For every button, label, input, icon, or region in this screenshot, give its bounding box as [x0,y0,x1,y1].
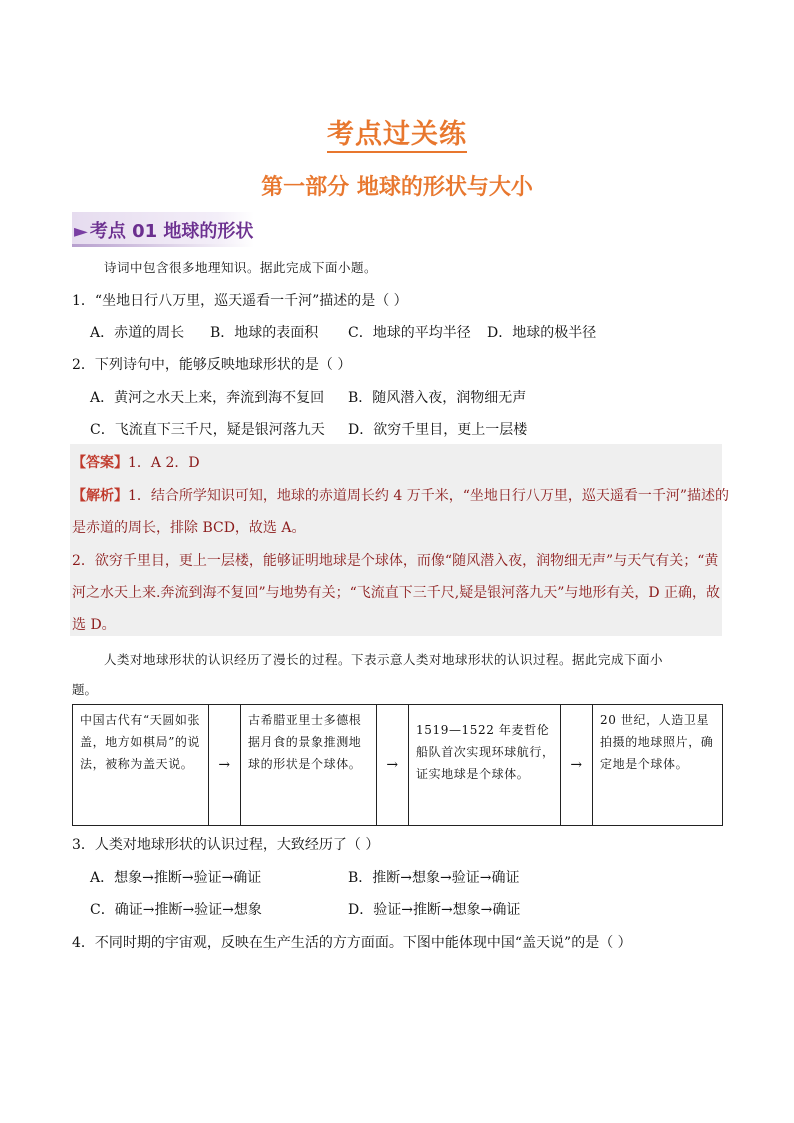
intro-text-1: 诗词中包含很多地理知识。据此完成下面小题。 [104,260,378,275]
question-1-option-c: C．地球的平均半径 [348,325,471,341]
answer-text: 1．A 2．D [128,455,200,471]
page-subtitle: 第一部分 地球的形状与大小 [261,175,533,200]
question-2-option-d: D．欲穷千里目，更上一层楼 [348,422,528,438]
section-label: 考点 01 地球的形状 [89,221,254,242]
right-arrow-icon: → [561,705,593,826]
question-1-option-a: A．赤道的周长 [90,325,185,341]
answer-analysis-box [70,444,722,636]
answer-label: 【答案】 [72,455,128,471]
question-4-stem: 4．不同时期的宇宙观，反映在生产生活的方方面面。下图中能体现中国“盖天说”的是（ ） [72,935,632,951]
flow-cell: 中国古代有“天圆如张盖，地方如棋局”的说法，被称为盖天说。 [73,705,209,826]
question-2-option-a: A．黄河之水天上来，奔流到海不复回 [90,390,325,406]
analysis-line: 2．欲穷千里目，更上一层楼，能够证明地球是个球体，而像“随风潜入夜，润物细无声”与天气有关；“黄 [72,553,719,569]
section-header [72,212,722,246]
question-1-stem: 1．“坐地日行八万里，巡天遥看一千河”描述的是（ ） [72,293,408,309]
answer-row [72,452,200,472]
right-arrow-icon: → [209,705,241,826]
page-title: 考点过关练 [0,112,794,151]
question-2-stem: 2．下列诗句中，能够反映地球形状的是（ ） [72,357,352,373]
analysis-label: 【解析】 [72,488,128,504]
question-1-option-b: B．地球的表面积 [210,325,319,341]
right-arrow-icon: → [377,705,409,826]
question-2-option-c: C．飞流直下三千尺，疑是银河落九天 [90,422,325,438]
analysis-line: 河之水天上来.奔流到海不复回”与地势有关；“飞流直下三千尺,疑是银河落九天”与地形有关，D 正确，故 [72,585,721,601]
flow-cell: 古希腊亚里士多德根据月食的景象推测地球的形状是个球体。 [241,705,377,826]
intro-text-2: 人类对地球形状的认识经历了漫长的过程。下表示意人类对地球形状的认识过程。据此完成下面小 [104,652,664,667]
question-3-option-a: A．想象→推断→验证→确证 [90,870,262,886]
flow-cell: 20 世纪，人造卫星拍摄的地球照片，确定地是个球体。 [593,705,723,826]
cognition-process-table [72,704,723,826]
analysis-line: 1．结合所学知识可知，地球的赤道周长约 4 万千米，“坐地日行八万里，巡天遥看一千河”描述的 [128,488,730,504]
question-1-option-d: D．地球的极半径 [487,325,597,341]
section-header-text [74,217,253,243]
triangle-marker-icon: ► [74,221,88,242]
intro-text-2-cont: 题。 [72,682,98,697]
analysis-row-1 [72,485,729,505]
analysis-line: 选 D。 [72,617,116,633]
question-3-stem: 3．人类对地球形状的认识过程，大致经历了（ ） [72,837,380,853]
question-3-option-d: D．验证→推断→想象→确证 [348,902,521,918]
analysis-line: 是赤道的周长，排除 BCD，故选 A。 [72,520,306,536]
question-2-option-b: B．随风潜入夜，润物细无声 [348,390,527,406]
question-3-option-c: C．确证→推断→验证→想象 [90,902,262,918]
question-3-option-b: B．推断→想象→验证→确证 [348,870,520,886]
flow-cell: 1519—1522 年麦哲伦船队首次实现环球航行，证实地球是个球体。 [409,705,561,826]
